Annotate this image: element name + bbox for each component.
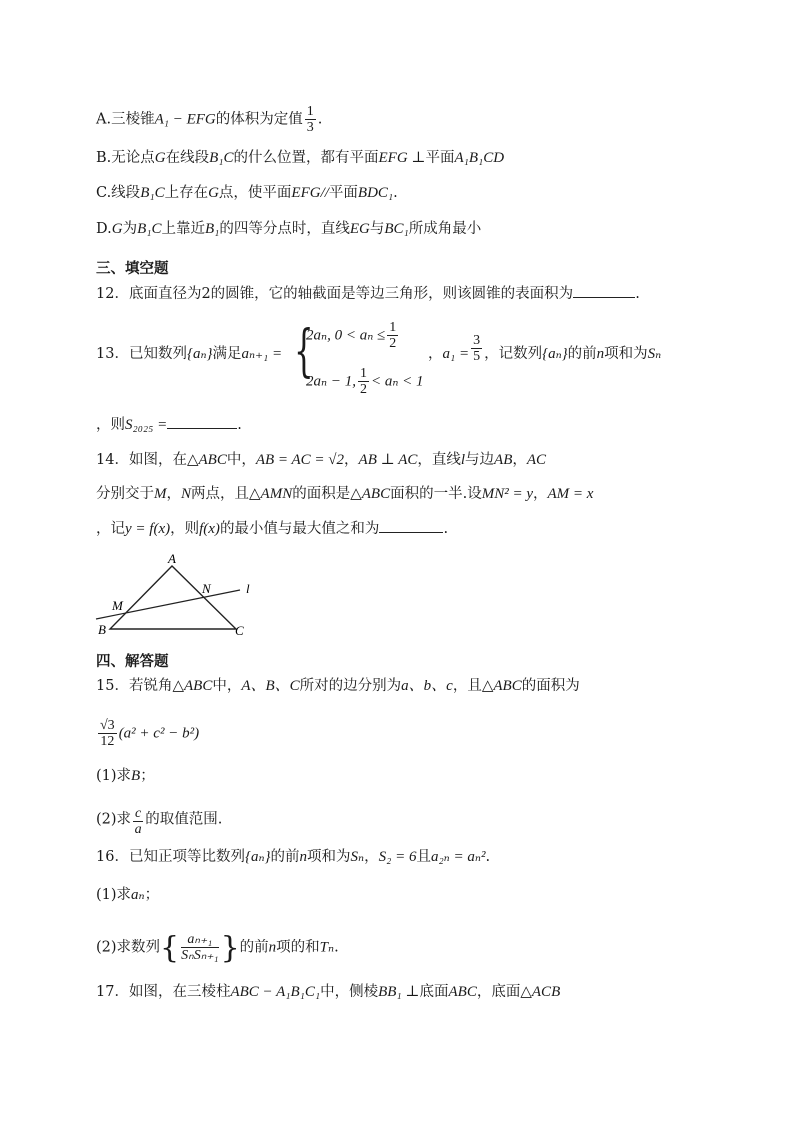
q16-part1 — [96, 885, 159, 905]
option-c — [96, 183, 398, 203]
math-mn-squared: MN² = y — [481, 486, 533, 502]
math-recurrence-lhs: aₙ₊₁ = — [241, 346, 283, 362]
var-n: n — [268, 939, 277, 956]
fraction-denominator: SₙSₙ₊₁ — [181, 948, 219, 963]
math-triangle-abc: △ABC — [186, 452, 227, 468]
label-c: C — [235, 623, 244, 638]
question-15-formula — [96, 718, 199, 749]
question-13 — [96, 344, 282, 364]
q14-end: . — [443, 521, 449, 537]
fraction-c-over-a — [133, 806, 143, 837]
fraction-denominator: 5 — [473, 348, 481, 364]
question-13-tail — [428, 332, 662, 364]
math-tn: Tₙ — [319, 939, 335, 956]
fraction-numerator: 1 — [389, 320, 397, 335]
math-abc: ABC — [448, 984, 477, 1000]
q12-end: . — [635, 286, 640, 302]
math-a1: a₁ = — [442, 346, 470, 362]
q14-text-e: 与边 — [465, 452, 495, 468]
q14-text-c: ， — [344, 452, 359, 468]
q17-text-a: 17．如图，在三棱柱 — [96, 984, 231, 1000]
q15-text-e: 的面积为 — [521, 678, 580, 694]
q15-part1-label: (1)求 — [96, 768, 132, 784]
cases-brace: { — [294, 319, 314, 384]
fraction-one-third — [305, 104, 316, 135]
label-a: A — [168, 552, 176, 566]
q16-part2 — [96, 930, 339, 966]
math-b1: B₁ — [204, 221, 220, 237]
math-triangle-acb: △ACB — [520, 984, 561, 1000]
math-b1c: B₁C — [137, 221, 162, 237]
math-a2n: a₂ₙ = aₙ² — [430, 849, 486, 865]
math-s2025: S₂₀₂₅ = — [125, 417, 168, 433]
q14-text-h: ， — [166, 486, 181, 502]
math-b1c: B₁C — [209, 150, 234, 166]
math-eg: EG — [349, 221, 370, 237]
math-case2-tail: < aₙ < 1 — [370, 373, 424, 390]
question-14-line1 — [96, 450, 546, 470]
q17-text-b: 中，侧棱 — [320, 984, 379, 1000]
q16-text-c: 项和为 — [307, 849, 351, 865]
brace-left: { — [160, 930, 180, 966]
option-a-prefix: A.三棱锥 — [96, 111, 155, 128]
q13-text2: ，记数列 — [484, 346, 543, 362]
question-16-line1 — [96, 847, 490, 867]
option-a-math: A₁ − EFG — [154, 111, 216, 128]
label-l: l — [246, 581, 250, 596]
fraction-one-half — [387, 320, 398, 351]
q16-text-d: ， — [364, 849, 379, 865]
question-17 — [96, 982, 560, 1002]
option-d-text3: 的四等分点时，直线 — [219, 221, 350, 237]
q14-text-d: ，直线 — [417, 452, 461, 468]
fraction-sqrt3-over-12 — [98, 718, 117, 749]
math-ac: AC — [526, 452, 547, 468]
fraction-denominator: 12 — [100, 734, 115, 749]
fraction-numerator: 1 — [306, 104, 314, 119]
fraction-numerator: 3 — [473, 332, 481, 348]
q16-text-b: 的前 — [270, 849, 300, 865]
q14-text-j: 的面积是 — [292, 486, 351, 502]
question-14-line2 — [96, 484, 593, 504]
q14-text-o: 的最小值与最大值之和为 — [219, 521, 380, 537]
q15-text-a: 15．若锐角 — [96, 678, 173, 694]
q14-text-l: ， — [532, 486, 548, 502]
fraction-numerator: 1 — [359, 366, 367, 381]
q13-lead: 13．已知数列 — [96, 346, 187, 362]
q14-text-i: 两点，且 — [191, 486, 250, 502]
math-angles: A、B、C — [241, 678, 300, 694]
var-n: N — [181, 486, 192, 502]
math-seq-an: {aₙ} — [244, 849, 271, 865]
fraction-numerator: c — [135, 806, 142, 821]
math-triangle-abc: △ABC — [172, 678, 213, 694]
var-m: M — [154, 486, 167, 502]
q14-text-f: ， — [512, 452, 527, 468]
var-g: G — [208, 185, 219, 201]
math-prism: ABC − A₁B₁C₁ — [230, 984, 321, 1000]
answer-blank — [379, 518, 443, 533]
option-a-text: 的体积为定值 — [215, 111, 303, 128]
q16-part2-end: . — [334, 939, 339, 956]
math-ab-perp-ac: AB ⊥ AC — [358, 452, 418, 468]
var-b: B — [131, 768, 141, 784]
fraction-series-term — [181, 932, 218, 963]
math-fx: f(x) — [199, 521, 220, 537]
q13-text1: 满足 — [212, 346, 242, 362]
var-n: n — [596, 346, 605, 362]
answer-blank — [167, 414, 237, 429]
math-sn: Sₙ — [647, 346, 662, 362]
math-triangle-amn: △AMN — [249, 486, 293, 502]
section-heading-fill-in: 三、填空题 — [96, 260, 169, 277]
q15-text-b: 中， — [212, 678, 242, 694]
question-12 — [96, 283, 640, 304]
section-heading-solutions: 四、解答题 — [96, 653, 169, 670]
option-b-prefix: B.无论点 — [96, 150, 155, 166]
math-am-x: AM = x — [547, 486, 594, 502]
question-15-line1 — [96, 676, 580, 696]
math-s2-6: S₂ = 6 — [378, 849, 417, 865]
fraction-denominator: 3 — [306, 120, 314, 135]
q16-part1-end: ； — [144, 887, 160, 903]
question-13-line2 — [96, 414, 242, 435]
var-l: l — [460, 452, 466, 468]
math-bc1: BC₁ — [384, 221, 409, 237]
label-b: B — [98, 622, 106, 637]
q15-text-c: 所对的边分别为 — [299, 678, 402, 694]
fraction-denominator: a — [134, 822, 142, 837]
math-case1: 2aₙ, 0 < aₙ ≤ — [306, 327, 386, 344]
option-c-prefix: C.线段 — [96, 185, 141, 201]
option-c-text1: 上存在 — [164, 185, 209, 201]
math-b1c: B₁C — [140, 185, 165, 201]
option-d-text2: 上靠近 — [161, 221, 205, 237]
q12-text: 12．底面直径为2的圆锥，它的轴截面是等边三角形，则该圆锥的表面积为 — [96, 286, 574, 302]
math-seq-an: {aₙ} — [186, 346, 213, 362]
math-bdc1: BDC₁ — [357, 185, 394, 201]
q15-part2-label: (2)求 — [96, 811, 132, 828]
math-ab: AB — [494, 452, 513, 468]
q14-text-b: 中， — [226, 452, 256, 468]
math-bb1-perp: BB₁ ⊥ — [378, 984, 420, 1000]
option-d-text4: 与 — [369, 221, 385, 237]
option-d — [96, 219, 481, 239]
triangle-abc-shape — [110, 566, 236, 629]
option-d-text1: 为 — [122, 221, 138, 237]
q14-text-g: 分别交于 — [96, 486, 154, 502]
var-g: G — [154, 150, 166, 166]
fraction-numerator: aₙ₊₁ — [181, 932, 218, 948]
q15-part1 — [96, 766, 155, 786]
q17-text-d: ，底面 — [476, 984, 521, 1000]
math-an: aₙ — [131, 887, 145, 903]
q17-text-c: 底面 — [419, 984, 449, 1000]
q15-part2-end: 的取值范围. — [145, 811, 223, 828]
option-b — [96, 148, 504, 168]
fraction-numerator: √3 — [100, 718, 115, 733]
q16-part1-label: (1)求 — [96, 887, 132, 903]
math-area-expression: (a² + c² − b²) — [118, 725, 200, 742]
math-a1b1cd: A₁B₁CD — [454, 150, 505, 166]
q15-part2 — [96, 802, 222, 837]
option-b-text2: 的什么位置，都有平面 — [233, 150, 379, 166]
math-case2: 2aₙ − 1, — [306, 373, 356, 390]
q14-text-a: 14．如图，在 — [96, 452, 187, 468]
math-sides: a、b、c — [401, 678, 453, 694]
math-ab-ac-sqrt2: AB = AC = √2 — [255, 452, 345, 468]
q14-text-k: 面积的一半.设 — [390, 486, 482, 502]
answer-blank — [573, 283, 635, 298]
q14-text-m: ，记 — [96, 521, 125, 537]
question-14-line3 — [96, 518, 448, 539]
option-a-end: . — [317, 111, 323, 128]
q16-part2-text-c: 项的和 — [276, 939, 320, 956]
case-2 — [306, 366, 424, 397]
q15-part1-end: ； — [140, 768, 155, 784]
q13-line2-text: ，则 — [96, 417, 125, 433]
q15-text-d: ，且 — [452, 678, 482, 694]
math-seq-an: {aₙ} — [542, 346, 568, 362]
option-a — [96, 104, 322, 135]
q16-text-e: 且 — [416, 849, 431, 865]
option-c-text3: 平面 — [328, 185, 358, 201]
option-b-text3: 平面 — [425, 150, 455, 166]
label-m: M — [112, 598, 123, 613]
case-1 — [306, 320, 400, 351]
math-efg-perp: EFG ⊥ — [378, 150, 426, 166]
q16-part2-text-b: 的前 — [239, 939, 269, 956]
q16-end: . — [485, 849, 491, 865]
fraction-three-fifths — [471, 333, 482, 364]
q13-text4: 项和为 — [604, 346, 648, 362]
math-y-fx: y = f(x) — [125, 521, 171, 537]
q13-sep: ， — [428, 346, 443, 362]
fraction-denominator: 2 — [389, 336, 397, 351]
label-n: N — [202, 581, 211, 596]
triangle-figure — [90, 552, 270, 644]
var-g: G — [111, 221, 123, 237]
math-efg-parallel: EFG// — [291, 185, 329, 201]
option-c-end: . — [393, 185, 398, 201]
brace-right: } — [220, 930, 240, 966]
q14-text-n: ，则 — [170, 521, 200, 537]
var-n: n — [299, 849, 308, 865]
option-d-prefix: D. — [96, 221, 112, 237]
math-triangle-abc: △ABC — [481, 678, 522, 694]
q16-text-a: 16．已知正项等比数列 — [96, 849, 245, 865]
fraction-one-half — [358, 366, 369, 397]
option-b-text1: 在线段 — [165, 150, 210, 166]
q13-text3: 的前 — [567, 346, 597, 362]
q13-end: . — [237, 417, 242, 433]
option-c-text2: 点，使平面 — [218, 185, 292, 201]
q16-part2-label: (2)求数列 — [96, 939, 161, 956]
math-sn: Sₙ — [350, 849, 365, 865]
option-d-text5: 所成角最小 — [408, 221, 482, 237]
math-triangle-abc: △ABC — [350, 486, 391, 502]
fraction-denominator: 2 — [359, 382, 367, 397]
